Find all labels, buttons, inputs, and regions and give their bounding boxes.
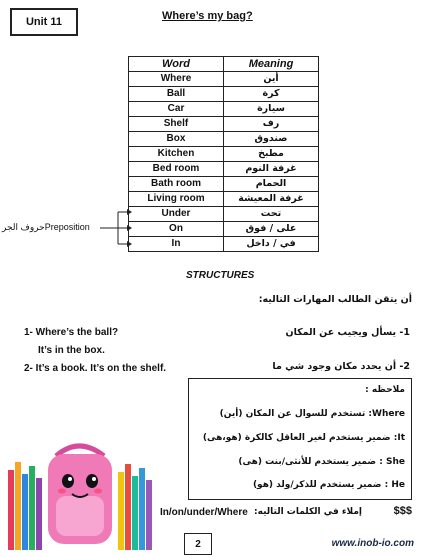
word-cell: In (129, 237, 224, 252)
column-header-word: Word (129, 57, 224, 72)
word-cell: Kitchen (129, 147, 224, 162)
skill-1: 1- يسأل ويجيب عن المكان (285, 327, 410, 338)
page-number: 2 (184, 533, 212, 555)
word-cell: Where (129, 72, 224, 87)
column-header-meaning: Meaning (224, 57, 319, 72)
preposition-label: حروف الجرPreposition (2, 222, 90, 232)
note-item: Where: تستخدم للسوال عن المكان (أين) (219, 409, 405, 419)
word-cell: Ball (129, 87, 224, 102)
word-cell: Living room (129, 192, 224, 207)
meaning-cell: في / داخل (224, 237, 319, 252)
dictation-label: إملاء في الكلمات التاليه: (254, 507, 362, 517)
word-cell: Bed room (129, 162, 224, 177)
meaning-cell: كرة (224, 87, 319, 102)
word-cell: On (129, 222, 224, 237)
skill-2: 2- أن يحدد مكان وجود شي ما (272, 361, 410, 372)
school-bag-illustration (4, 436, 154, 556)
word-cell: Car (129, 102, 224, 117)
meaning-cell: أين (224, 72, 319, 87)
unit-label: Unit 11 (10, 8, 78, 36)
word-cell: Box (129, 132, 224, 147)
crayons-left-icon (8, 462, 42, 550)
crayons-right-icon (118, 464, 152, 550)
example-1-question: 1- Where’s the ball? (24, 327, 119, 338)
word-cell: Bath room (129, 177, 224, 192)
meaning-cell: رف (224, 117, 319, 132)
skills-intro: أن يتقن الطالب المهارات التاليه: (258, 294, 412, 305)
meaning-cell: على / فوق (224, 222, 319, 237)
meaning-cell: مطبخ (224, 147, 319, 162)
word-cell: Under (129, 207, 224, 222)
dollar-symbols: $$$ (393, 505, 412, 517)
note-item: He : ضمير يستخدم للذكر/ولد (هو) (252, 480, 405, 490)
meaning-cell: تحت (224, 207, 319, 222)
note-item: It: ضمير يستخدم لغير العاقل كالكرة (هو،هى) (202, 433, 405, 443)
note-item: She : ضمير يستخدم للأنثى/بنت (هى) (238, 457, 405, 467)
page-title: Where’s my bag? (162, 10, 253, 22)
meaning-cell: صندوق (224, 132, 319, 147)
example-2: 2- It’s a book. It’s on the shelf. (24, 363, 167, 374)
meaning-cell: غرفة النوم (224, 162, 319, 177)
structures-heading: STRUCTURES (186, 270, 255, 281)
backpack-icon (48, 446, 112, 544)
meaning-cell: سيارة (224, 102, 319, 117)
meaning-cell: غرفة المعيشة (224, 192, 319, 207)
notes-title: ملاحظه : (365, 385, 405, 395)
example-1-answer: It’s in the box. (38, 345, 105, 356)
watermark: www.inob-io.com (331, 538, 414, 549)
dictation-words: In/on/under/Where (160, 507, 248, 518)
notes-box (188, 378, 412, 500)
word-cell: Shelf (129, 117, 224, 132)
meaning-cell: الحمام (224, 177, 319, 192)
